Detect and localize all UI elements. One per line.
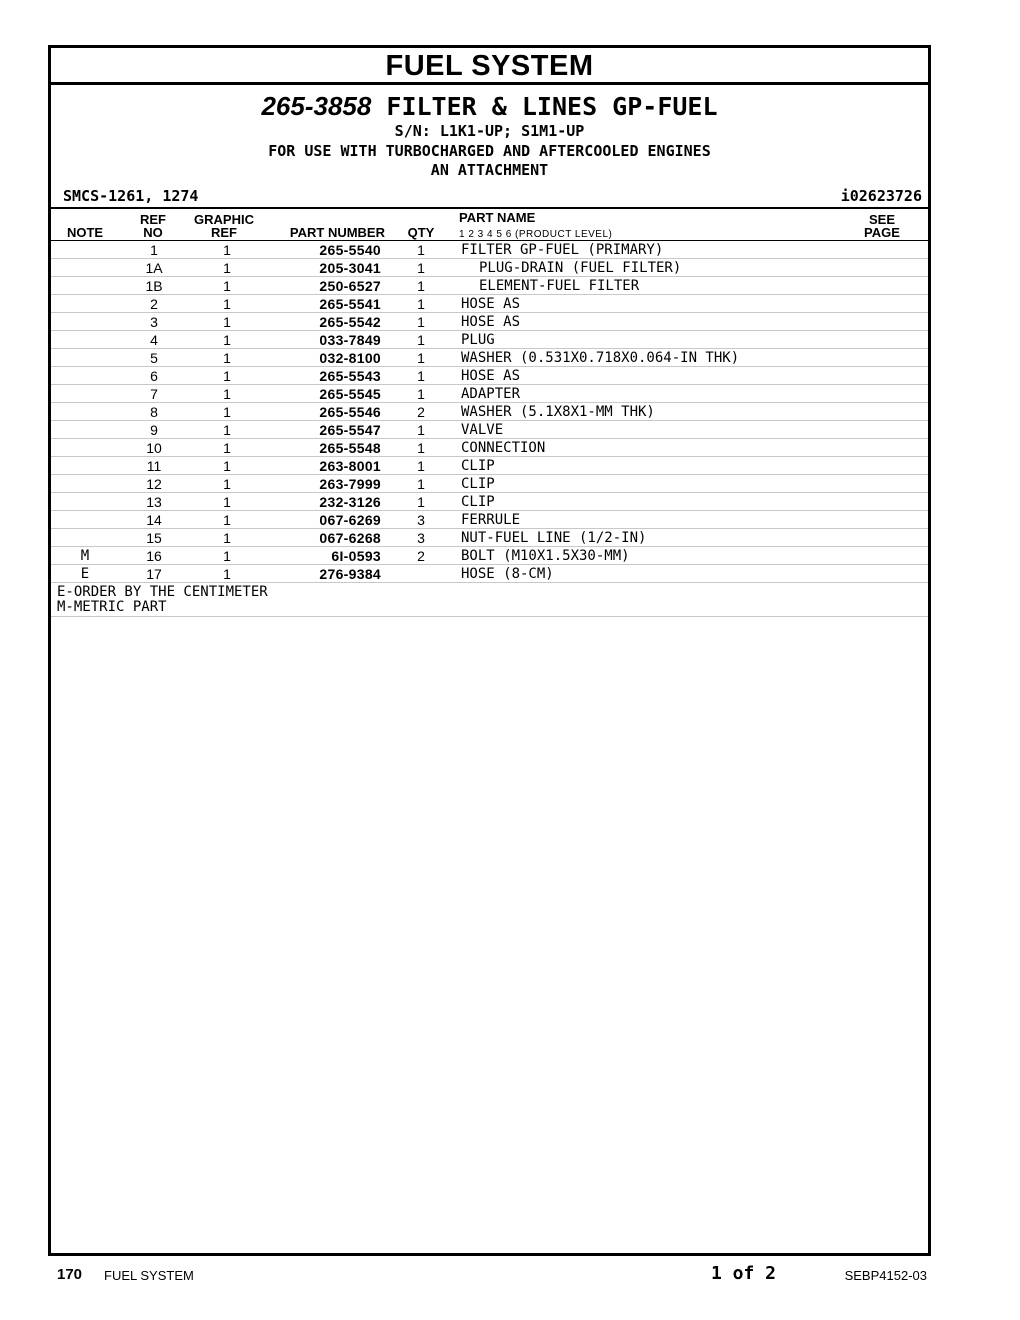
- part-name-text: FILTER GP-FUEL (PRIMARY): [461, 241, 664, 258]
- qty-cell: 1: [381, 493, 461, 511]
- col-see-page-header: [852, 213, 912, 239]
- note-cell: [51, 475, 119, 493]
- part-name-text: ELEMENT-FUEL FILTER: [479, 277, 640, 294]
- part-name-text: CONNECTION: [461, 439, 546, 456]
- col-product-level-header: 1 2 3 4 5 6 (PRODUCT LEVEL): [459, 229, 613, 240]
- table-row: [51, 511, 928, 529]
- document-id: SEBP4152-03: [844, 1268, 927, 1283]
- note-cell: [51, 313, 119, 331]
- part-number-cell: 205-3041: [265, 259, 381, 277]
- part-number-cell: 033-7849: [265, 331, 381, 349]
- qty-cell: 1: [381, 457, 461, 475]
- graphic-ref-cell: 1: [189, 511, 265, 529]
- col-see-bottom: PAGE: [864, 225, 900, 240]
- ref-no-cell: 1: [119, 241, 189, 259]
- table-row: [51, 367, 928, 385]
- see-page-cell: [858, 493, 928, 511]
- ref-no-cell: 6: [119, 367, 189, 385]
- part-number-cell: 265-5542: [265, 313, 381, 331]
- table-row: [51, 403, 928, 421]
- part-number-cell: 263-7999: [265, 475, 381, 493]
- notes-block: [51, 583, 928, 617]
- part-number-cell: 265-5540: [265, 241, 381, 259]
- footer-section: FUEL SYSTEM: [104, 1268, 194, 1283]
- ref-no-cell: 5: [119, 349, 189, 367]
- smcs-code: SMCS-1261, 1274: [63, 187, 199, 205]
- col-graphic-bottom: REF: [211, 225, 237, 240]
- part-number-cell: 276-9384: [265, 565, 381, 583]
- part-number-cell: 265-5547: [265, 421, 381, 439]
- graphic-ref-cell: 1: [189, 241, 265, 259]
- see-page-cell: [858, 313, 928, 331]
- graphic-ref-cell: 1: [189, 565, 265, 583]
- qty-cell: 3: [381, 529, 461, 547]
- part-name-cell: [461, 565, 858, 583]
- note-cell: [51, 511, 119, 529]
- note-cell: [51, 403, 119, 421]
- note-cell: M: [51, 547, 119, 565]
- part-name-cell: [461, 313, 858, 331]
- col-ref-bottom: NO: [143, 225, 163, 240]
- graphic-ref-cell: 1: [189, 313, 265, 331]
- part-name-text: WASHER (5.1X8X1-MM THK): [461, 403, 655, 420]
- graphic-ref-cell: 1: [189, 493, 265, 511]
- col-note-header: NOTE: [66, 225, 104, 240]
- see-page-cell: [858, 529, 928, 547]
- ref-no-cell: 14: [119, 511, 189, 529]
- sheet-indicator: 1 of 2: [711, 1263, 777, 1284]
- part-name-text: CLIP: [461, 457, 495, 474]
- note-cell: [51, 493, 119, 511]
- col-ref-header: [123, 213, 183, 239]
- graphic-ref-cell: 1: [189, 295, 265, 313]
- table-row: [51, 385, 928, 403]
- part-name-text: BOLT (M10X1.5X30-MM): [461, 547, 630, 564]
- illustration-id: i02623726: [840, 187, 922, 205]
- see-page-cell: [858, 547, 928, 565]
- table-row: [51, 421, 928, 439]
- note-cell: [51, 385, 119, 403]
- qty-cell: 1: [381, 331, 461, 349]
- note-cell: [51, 295, 119, 313]
- table-row: [51, 313, 928, 331]
- part-name-cell: [461, 439, 858, 457]
- qty-cell: 1: [381, 349, 461, 367]
- part-number-cell: 265-5541: [265, 295, 381, 313]
- part-number-cell: 032-8100: [265, 349, 381, 367]
- note-cell: [51, 331, 119, 349]
- see-page-cell: [858, 259, 928, 277]
- see-page-cell: [858, 331, 928, 349]
- qty-cell: [381, 565, 461, 583]
- part-name-cell: [461, 385, 858, 403]
- qty-cell: 1: [381, 385, 461, 403]
- qty-cell: 1: [381, 367, 461, 385]
- see-page-cell: [858, 385, 928, 403]
- graphic-ref-cell: 1: [189, 403, 265, 421]
- table-row: [51, 241, 928, 259]
- parts-table-body: [51, 241, 928, 583]
- col-ref-top: REF: [140, 212, 166, 227]
- part-name-cell: [461, 241, 858, 259]
- see-page-cell: [858, 367, 928, 385]
- qty-cell: 1: [381, 421, 461, 439]
- table-row: [51, 259, 928, 277]
- group-header: [51, 91, 928, 180]
- group-title: [51, 91, 928, 122]
- part-name-text: HOSE AS: [461, 313, 521, 330]
- note-cell: E: [51, 565, 119, 583]
- part-number-cell: 067-6269: [265, 511, 381, 529]
- see-page-cell: [858, 475, 928, 493]
- part-name-text: FERRULE: [461, 511, 521, 528]
- part-name-text: CLIP: [461, 493, 495, 510]
- table-row: [51, 475, 928, 493]
- see-page-cell: [858, 349, 928, 367]
- graphic-ref-cell: 1: [189, 475, 265, 493]
- group-name: FILTER & LINES GP-FUEL: [386, 92, 718, 121]
- part-number-cell: 263-8001: [265, 457, 381, 475]
- graphic-ref-cell: 1: [189, 331, 265, 349]
- part-name-text: ADAPTER: [461, 385, 521, 402]
- graphic-ref-cell: 1: [189, 439, 265, 457]
- ref-no-cell: 2: [119, 295, 189, 313]
- table-row: [51, 277, 928, 295]
- qty-cell: 2: [381, 547, 461, 565]
- ref-no-cell: 15: [119, 529, 189, 547]
- part-name-cell: [461, 349, 858, 367]
- see-page-cell: [858, 439, 928, 457]
- note-cell: [51, 367, 119, 385]
- ref-no-cell: 13: [119, 493, 189, 511]
- table-row: [51, 457, 928, 475]
- column-headers: [51, 209, 928, 241]
- table-row: [51, 547, 928, 565]
- qty-cell: 2: [381, 403, 461, 421]
- qty-cell: 3: [381, 511, 461, 529]
- part-name-cell: [461, 547, 858, 565]
- part-number-cell: 232-3126: [265, 493, 381, 511]
- table-row: [51, 565, 928, 583]
- table-row: [51, 349, 928, 367]
- parts-sheet: [48, 45, 931, 1256]
- graphic-ref-cell: 1: [189, 259, 265, 277]
- part-number-cell: 265-5545: [265, 385, 381, 403]
- table-row: [51, 493, 928, 511]
- col-part-name-header: PART NAME: [459, 210, 536, 225]
- part-name-cell: [461, 331, 858, 349]
- qty-cell: 1: [381, 277, 461, 295]
- qty-cell: 1: [381, 313, 461, 331]
- ref-no-cell: 11: [119, 457, 189, 475]
- graphic-ref-cell: 1: [189, 277, 265, 295]
- part-name-text: NUT-FUEL LINE (1/2-IN): [461, 529, 647, 546]
- ref-no-cell: 1B: [119, 277, 189, 295]
- part-name-cell: [461, 259, 858, 277]
- part-name-text: WASHER (0.531X0.718X0.064-IN THK): [461, 349, 740, 366]
- part-name-text: HOSE AS: [461, 295, 521, 312]
- see-page-cell: [858, 457, 928, 475]
- part-name-text: PLUG: [461, 331, 495, 348]
- part-name-text: CLIP: [461, 475, 495, 492]
- ref-no-cell: 1A: [119, 259, 189, 277]
- see-page-cell: [858, 565, 928, 583]
- col-graphic-header: [189, 213, 259, 239]
- graphic-ref-cell: 1: [189, 529, 265, 547]
- col-qty-header: QTY: [407, 225, 435, 240]
- table-row: [51, 295, 928, 313]
- part-name-text: HOSE AS: [461, 367, 521, 384]
- section-title: FUEL SYSTEM: [51, 48, 928, 85]
- ref-no-cell: 8: [119, 403, 189, 421]
- ref-no-cell: 3: [119, 313, 189, 331]
- part-name-cell: [461, 421, 858, 439]
- ref-no-cell: 12: [119, 475, 189, 493]
- graphic-ref-cell: 1: [189, 547, 265, 565]
- qty-cell: 1: [381, 259, 461, 277]
- see-page-cell: [858, 511, 928, 529]
- table-row: [51, 331, 928, 349]
- ref-no-cell: 7: [119, 385, 189, 403]
- part-name-cell: [461, 295, 858, 313]
- ref-no-cell: 9: [119, 421, 189, 439]
- page-number: 170: [57, 1266, 83, 1283]
- qty-cell: 1: [381, 241, 461, 259]
- group-type: AN ATTACHMENT: [430, 161, 549, 179]
- part-name-cell: [461, 457, 858, 475]
- part-name-cell: [461, 367, 858, 385]
- note-cell: [51, 349, 119, 367]
- part-name-cell: [461, 511, 858, 529]
- see-page-cell: [858, 421, 928, 439]
- ref-no-cell: 17: [119, 565, 189, 583]
- note-cell: [51, 277, 119, 295]
- graphic-ref-cell: 1: [189, 457, 265, 475]
- part-name-cell: [461, 475, 858, 493]
- part-name-cell: [461, 403, 858, 421]
- see-page-cell: [858, 295, 928, 313]
- part-name-cell: [461, 493, 858, 511]
- graphic-ref-cell: 1: [189, 421, 265, 439]
- note-cell: [51, 421, 119, 439]
- group-part-number: 265-3858: [261, 91, 372, 121]
- ref-no-cell: 16: [119, 547, 189, 565]
- table-row: [51, 439, 928, 457]
- graphic-ref-cell: 1: [189, 349, 265, 367]
- col-graphic-top: GRAPHIC: [194, 212, 254, 227]
- part-number-cell: 067-6268: [265, 529, 381, 547]
- see-page-cell: [858, 403, 928, 421]
- page-footer: [0, 1262, 1020, 1292]
- part-number-cell: 250-6527: [265, 277, 381, 295]
- col-part-number-header: PART NUMBER: [289, 225, 385, 240]
- group-serial: S/N: L1K1-UP; S1M1-UP: [394, 122, 585, 140]
- see-page-cell: [858, 277, 928, 295]
- part-name-text: VALVE: [461, 421, 504, 438]
- table-row: [51, 529, 928, 547]
- smcs-row: [51, 185, 928, 209]
- part-name-text: PLUG-DRAIN (FUEL FILTER): [479, 259, 682, 276]
- note-cell: [51, 259, 119, 277]
- parts-table: [51, 241, 928, 583]
- part-name-text: HOSE (8-CM): [461, 565, 554, 582]
- group-usage: FOR USE WITH TURBOCHARGED AND AFTERCOOLED ENGINES: [268, 142, 711, 160]
- note-cell: [51, 439, 119, 457]
- note-line: E-ORDER BY THE CENTIMETER: [57, 584, 268, 600]
- part-name-cell: [461, 277, 858, 295]
- note-cell: [51, 457, 119, 475]
- part-name-cell: [461, 529, 858, 547]
- col-see-top: SEE: [868, 212, 895, 227]
- graphic-ref-cell: 1: [189, 367, 265, 385]
- ref-no-cell: 10: [119, 439, 189, 457]
- qty-cell: 1: [381, 295, 461, 313]
- note-cell: [51, 529, 119, 547]
- qty-cell: 1: [381, 475, 461, 493]
- part-number-cell: 265-5548: [265, 439, 381, 457]
- qty-cell: 1: [381, 439, 461, 457]
- part-number-cell: 265-5543: [265, 367, 381, 385]
- part-number-cell: 6I-0593: [265, 547, 381, 565]
- see-page-cell: [858, 241, 928, 259]
- ref-no-cell: 4: [119, 331, 189, 349]
- note-cell: [51, 241, 119, 259]
- graphic-ref-cell: 1: [189, 385, 265, 403]
- note-line: M-METRIC PART: [57, 599, 167, 615]
- part-number-cell: 265-5546: [265, 403, 381, 421]
